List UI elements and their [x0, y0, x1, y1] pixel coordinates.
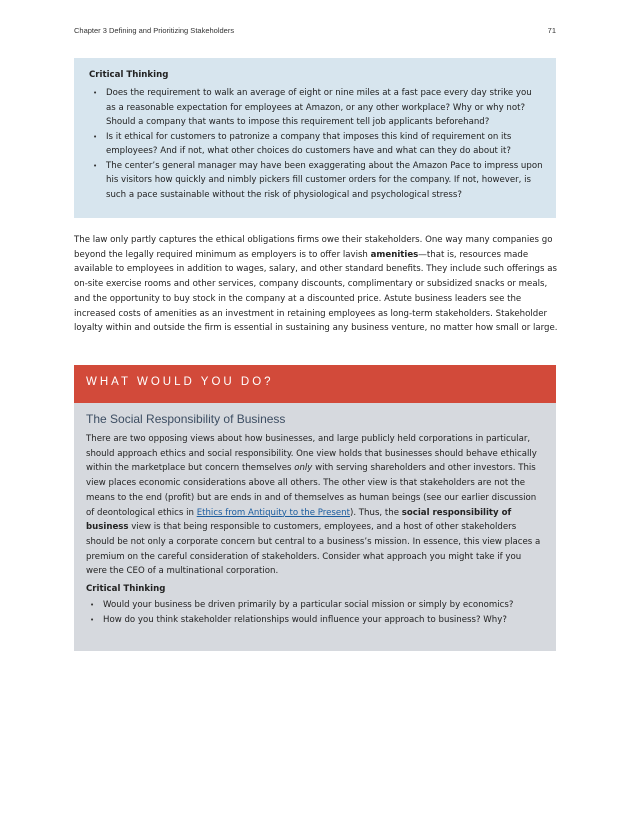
critical-thinking-heading: Critical Thinking	[89, 70, 169, 80]
list-item: • How do you think stakeholder relationships would influence your approach to business? Why?	[86, 613, 544, 628]
feature-paragraph	[86, 432, 544, 579]
key-term-amenities: amenities	[370, 249, 419, 260]
body-paragraph	[74, 233, 560, 336]
ethics-antiquity-link[interactable]: Ethics from Antiquity to the Present	[196, 507, 350, 518]
critical-thinking-box	[74, 58, 556, 218]
paragraph-text: —that is, resources made available to employees in addition to wages, salary, and other standard benefits. They include such offerings as on-site exercise rooms and other services, company discounts, complimentary or subsidized snacks or meals, and the opportunity to buy stock in the company at a discounted price. Astute business leaders see the increased costs of amenities as an investment in retaining employees as long-term stakeholders. Stakeholder loyalty within and outside the firm is essential in sustaining any business venture, no matter how small or large.	[74, 249, 558, 334]
emphasis-only: only	[294, 463, 313, 474]
chapter-title: Chapter 3 Defining and Prioritizing Stakeholders	[74, 26, 235, 35]
feature-title: The Social Responsibility of Business	[86, 412, 286, 426]
paragraph-text: ). Thus, the	[349, 507, 402, 518]
what-would-you-do-box	[74, 365, 556, 651]
list-item: • Is it ethical for customers to patronize a company that imposes this kind of requirement on its employees? And if not, what other choices do customers have and what can they do about it?	[89, 130, 544, 159]
running-header	[74, 26, 556, 35]
list-item: • Would your business be driven primarily by a particular social mission or simply by economics?	[86, 598, 544, 613]
page-number: 71	[547, 26, 556, 35]
list-item: • Does the requirement to walk an average of eight or nine miles at a fast pace every day strike you as a reasonable expectation for employees at Amazon, or any other workplace? Why or why not? Should a company that wants to impose this requirement tell job applicants beforehand?	[89, 86, 544, 130]
critical-thinking-list	[89, 86, 544, 202]
feature-content	[74, 403, 556, 627]
key-term-social-responsibility: social responsibility of business	[86, 507, 512, 533]
critical-thinking-heading: Critical Thinking	[86, 584, 166, 595]
paragraph-text: The law only partly captures the ethical obligations firms owe their stakeholders. One way many companies go beyond the legally required minimum as employers is to offer lavish	[74, 235, 553, 260]
feature-banner: WHAT WOULD YOU DO?	[74, 365, 556, 403]
paragraph-text: view is that being responsible to customers, employees, and a host of other stakeholders should be not only a corporate concern but central to a business’s mission. In essence, this view places a premium on the careful consideration of stakeholders. Consider what approach you might take if you were the CEO of a multinational corporation.	[86, 522, 541, 577]
critical-thinking-list	[86, 598, 544, 627]
list-item: • The center’s general manager may have been exaggerating about the Amazon Pace to impress upon his visitors how quickly and nimbly pickers fill customer orders for the company. If not, however, is such a pace sustainable without the risk of physiological and psychological stress?	[89, 159, 544, 203]
paragraph-text: with serving shareholders and other investors. This view places economic considerations above all others. The other view is that stakeholders are not the means to the end (profit) but are ends in and of themselves as human beings (see our earlier discussion of deontological ethics in	[86, 463, 537, 518]
paragraph-text: There are two opposing views about how businesses, and large publicly held corporations in particular, should approach ethics and social responsibility. One view holds that businesses should behave ethically within the marketplace but concern themselves	[86, 434, 537, 474]
